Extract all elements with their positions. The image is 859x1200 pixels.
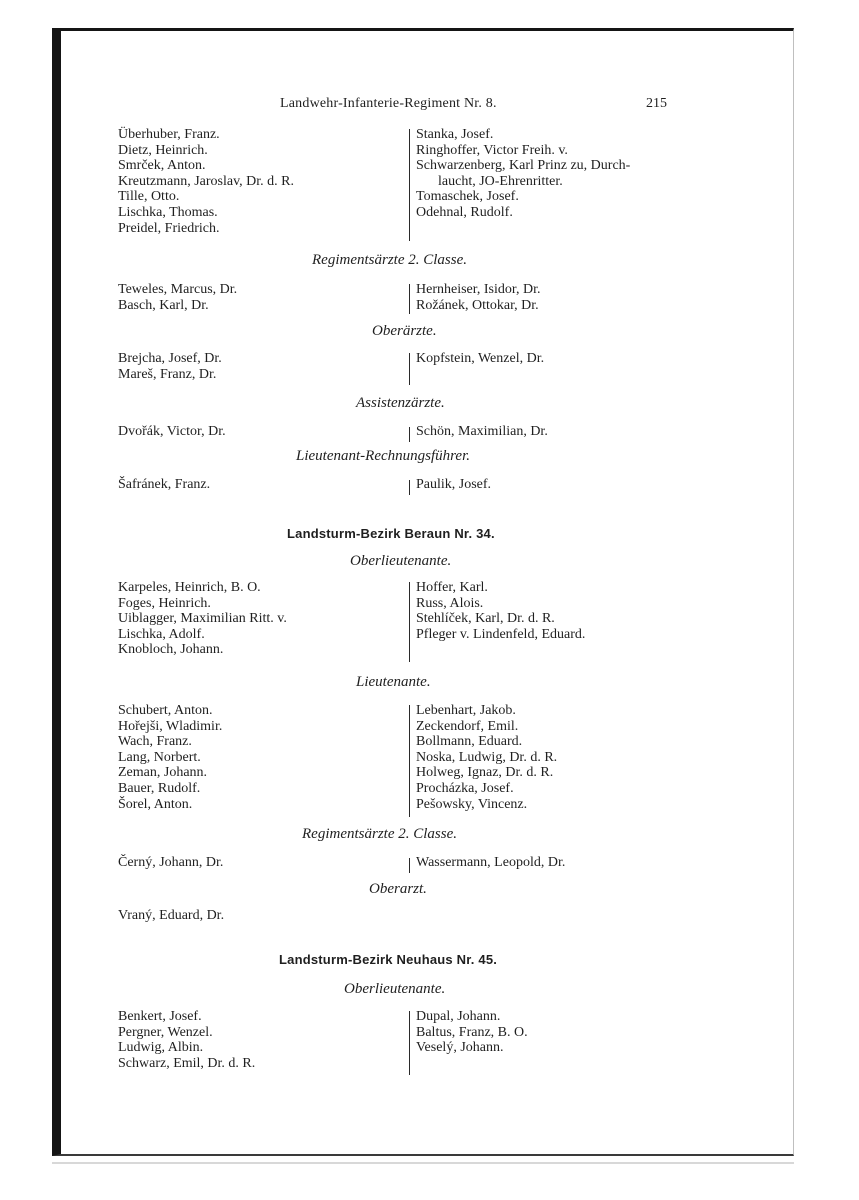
column-divider (409, 705, 410, 817)
s2-right-column (416, 351, 544, 367)
section-title: Assistenzärzte. (356, 395, 445, 411)
name-entry: Bollmann, Eduard. (416, 734, 523, 750)
name-entry: Ringhoffer, Victor Freih. v. (416, 142, 568, 158)
name-entry: Tomaschek, Josef. (416, 189, 519, 205)
column-divider (409, 1011, 410, 1075)
name-entry: Kopfstein, Wenzel, Dr. (416, 351, 545, 366)
name-entry: Hernheiser, Isidor, Dr. (416, 282, 541, 297)
column-divider (409, 480, 410, 495)
s5-left-column (118, 580, 287, 658)
s8-left-column (118, 908, 224, 924)
name-entry: Wach, Franz. (118, 734, 192, 750)
name-entry: Stanka, Josef. (416, 127, 494, 142)
name-entry: Wassermann, Leopold, Dr. (416, 855, 566, 870)
name-entry: Odehnal, Rudolf. (416, 204, 513, 220)
s4-right-column (416, 477, 491, 493)
name-entry: Tille, Otto. (118, 189, 180, 205)
name-entry: Ludwig, Albin. (118, 1040, 204, 1056)
name-entry: Veselý, Johann. (416, 1040, 504, 1056)
name-entry: Überhuber, Franz. (118, 127, 220, 142)
section-title: Regimentsärzte 2. Classe. (302, 826, 457, 842)
name-entry: Pergner, Wenzel. (118, 1024, 213, 1040)
name-entry: Stehlíček, Karl, Dr. d. R. (416, 611, 555, 627)
s9-left-column (118, 1009, 255, 1071)
name-entry: Russ, Alois. (416, 595, 484, 611)
s4-left-column (118, 477, 210, 493)
name-entry: Hoffer, Karl. (416, 580, 488, 595)
name-entry: Uiblagger, Maximilian Ritt. v. (118, 611, 287, 627)
name-entry: Karpeles, Heinrich, B. O. (118, 580, 261, 595)
s1-left-column (118, 282, 237, 313)
s7-left-column (118, 855, 223, 871)
s5-right-column (416, 580, 585, 642)
district-title: Landsturm-Bezirk Beraun Nr. 34. (287, 526, 495, 541)
name-entry: Holweg, Ignaz, Dr. d. R. (416, 765, 554, 781)
section-title: Oberärzte. (372, 323, 437, 339)
name-entry: Schön, Maximilian, Dr. (416, 424, 548, 439)
section-title: Lieutenante. (356, 674, 431, 690)
s2-left-column (118, 351, 222, 382)
name-entry: Baltus, Franz, B. O. (416, 1024, 528, 1040)
name-entry: Šafránek, Franz. (118, 477, 211, 492)
name-entry: Dvořák, Victor, Dr. (118, 424, 226, 439)
name-entry: Lebenhart, Jakob. (416, 703, 516, 718)
name-entry: Dupal, Johann. (416, 1009, 501, 1024)
s1-right-column (416, 282, 540, 313)
column-divider (409, 858, 410, 873)
name-entry: Pešowsky, Vincenz. (416, 796, 528, 812)
column-divider (409, 284, 410, 314)
s6-right-column (416, 703, 557, 812)
block1-left-column (118, 127, 294, 236)
s9-right-column (416, 1009, 528, 1056)
name-entry: Knobloch, Johann. (118, 642, 224, 658)
block1-right-column (416, 127, 630, 221)
name-entry: Rožánek, Ottokar, Dr. (416, 297, 539, 313)
name-entry: Černý, Johann, Dr. (118, 855, 224, 870)
running-head: Landwehr-Infanterie-Regiment Nr. 8. (280, 96, 497, 111)
name-entry: Schubert, Anton. (118, 703, 213, 718)
name-entry: Lang, Norbert. (118, 749, 201, 765)
name-entry: Benkert, Josef. (118, 1009, 202, 1024)
name-entry: Zeckendorf, Emil. (416, 718, 519, 734)
column-divider (409, 353, 410, 385)
name-entry: Smrček, Anton. (118, 158, 206, 174)
s7-right-column (416, 855, 565, 871)
section-title: Oberarzt. (369, 881, 427, 897)
name-entry: Bauer, Rudolf. (118, 780, 201, 796)
section-title: Oberlieutenante. (350, 553, 452, 569)
name-entry: Lischka, Thomas. (118, 204, 218, 220)
name-entry: Zeman, Johann. (118, 765, 208, 781)
name-entry: Schwarz, Emil, Dr. d. R. (118, 1055, 256, 1071)
name-entry: Pfleger v. Lindenfeld, Eduard. (416, 626, 586, 642)
name-entry-continuation: laucht, JO-Ehrenritter. (438, 173, 563, 189)
s3-right-column (416, 424, 548, 440)
name-entry: Šorel, Anton. (118, 796, 193, 812)
name-entry: Kreutzmann, Jaroslav, Dr. d. R. (118, 173, 294, 189)
name-entry: Teweles, Marcus, Dr. (118, 282, 238, 297)
district-title: Landsturm-Bezirk Neuhaus Nr. 45. (279, 952, 498, 967)
name-entry: Foges, Heinrich. (118, 595, 211, 611)
s3-left-column (118, 424, 226, 440)
name-entry: Brejcha, Josef, Dr. (118, 351, 222, 366)
column-divider (409, 427, 410, 442)
section-title: Oberlieutenante. (344, 981, 446, 997)
column-divider (409, 129, 410, 241)
name-entry: Basch, Karl, Dr. (118, 297, 209, 313)
name-entry: Schwarzenberg, Karl Prinz zu, Durch- (416, 158, 631, 174)
name-entry: Preidel, Friedrich. (118, 220, 220, 236)
s6-left-column (118, 703, 222, 812)
name-entry: Mareš, Franz, Dr. (118, 366, 217, 382)
section-title: Regimentsärzte 2. Classe. (312, 252, 467, 268)
name-entry: Hořejši, Wladimir. (118, 718, 223, 734)
page-number: 215 (646, 96, 667, 111)
name-entry: Procházka, Josef. (416, 780, 514, 796)
name-entry: Dietz, Heinrich. (118, 142, 208, 158)
name-entry: Noska, Ludwig, Dr. d. R. (416, 749, 558, 765)
section-title: Lieutenant-Rechnungsführer. (296, 448, 471, 464)
name-entry: Lischka, Adolf. (118, 626, 205, 642)
name-entry: Vraný, Eduard, Dr. (118, 908, 225, 923)
column-divider (409, 582, 410, 662)
name-entry: Paulik, Josef. (416, 477, 492, 492)
